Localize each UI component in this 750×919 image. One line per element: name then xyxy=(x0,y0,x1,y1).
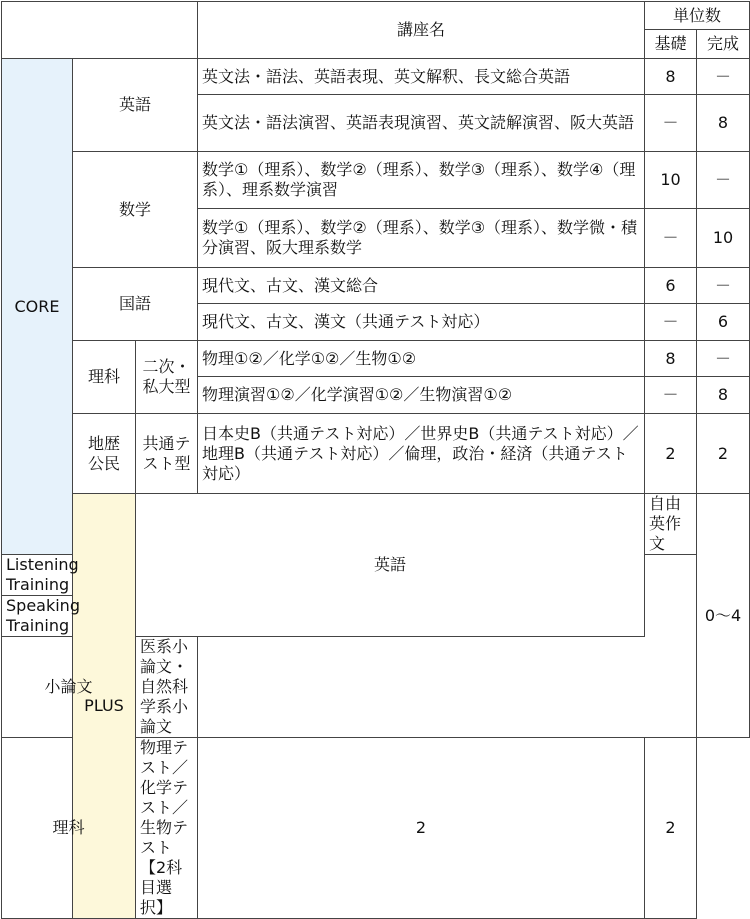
core-science-type: 二次・私大型 xyxy=(136,341,198,414)
basic-units: 2 xyxy=(198,738,645,919)
course-units-table xyxy=(1,1,750,919)
basic-units: 10 xyxy=(645,152,697,209)
header-row xyxy=(2,2,750,30)
basic-units: 2 xyxy=(645,414,697,494)
core-japanese-subject: 国語 xyxy=(73,268,198,341)
complete-units: 6 xyxy=(697,304,750,341)
core-science-subject: 理科 xyxy=(73,341,136,414)
complete-units: 8 xyxy=(697,95,750,152)
complete-units: － xyxy=(697,268,750,304)
plus-science-subject: 理科 xyxy=(2,738,136,919)
header-course-name: 講座名 xyxy=(198,2,645,59)
course-cell: 数学①（理系）、数学②（理系）、数学③（理系）、数学微・積分演習、阪大理系数学 xyxy=(198,209,645,268)
plus-label: PLUS xyxy=(73,494,136,919)
plus-essay-subject: 小論文 xyxy=(2,637,136,738)
table-row xyxy=(2,341,750,377)
course-cell: 数学①（理系）、数学②（理系）、数学③（理系）、数学④（理系）、理系数学演習 xyxy=(198,152,645,209)
course-cell: 現代文、古文、漢文（共通テスト対応） xyxy=(198,304,645,341)
basic-units: 6 xyxy=(645,268,697,304)
course-cell: 物理テスト／化学テスト／生物テスト【2科目選択】 xyxy=(136,738,198,919)
course-cell: 英文法・語法、英語表現、英文解釈、長文総合英語 xyxy=(198,59,645,95)
table-row xyxy=(2,494,750,555)
course-cell: 医系小論文・自然科学系小論文 xyxy=(136,637,198,738)
course-cell: 物理①②／化学①②／生物①② xyxy=(198,341,645,377)
course-cell: 物理演習①②／化学演習①②／生物演習①② xyxy=(198,377,645,414)
table-row xyxy=(2,738,750,919)
core-social-subject: 地歴公民 xyxy=(73,414,136,494)
complete-units: 2 xyxy=(697,414,750,494)
core-social-type: 共通テスト型 xyxy=(136,414,198,494)
header-blank xyxy=(2,2,198,59)
course-cell: Listening Training xyxy=(2,555,73,596)
basic-units: 8 xyxy=(645,59,697,95)
course-cell: Speaking Training xyxy=(2,596,73,637)
table-row xyxy=(2,268,750,304)
course-cell: 英文法・語法演習、英語表現演習、英文読解演習、阪大英語 xyxy=(198,95,645,152)
core-math-subject: 数学 xyxy=(73,152,198,268)
table-row xyxy=(2,152,750,209)
plus-english-subject: 英語 xyxy=(136,494,645,637)
complete-units: 2 xyxy=(645,738,697,919)
table-row xyxy=(2,637,750,738)
course-cell: 現代文、古文、漢文総合 xyxy=(198,268,645,304)
complete-units: 10 xyxy=(697,209,750,268)
complete-units: － xyxy=(697,59,750,95)
basic-units: － xyxy=(645,304,697,341)
complete-units: － xyxy=(697,152,750,209)
basic-units: 8 xyxy=(645,341,697,377)
basic-units: － xyxy=(645,377,697,414)
table-row xyxy=(2,414,750,494)
complete-units: 8 xyxy=(697,377,750,414)
header-complete: 完成 xyxy=(697,30,750,59)
core-english-subject: 英語 xyxy=(73,59,198,152)
course-cell: 日本史B（共通テスト対応）／世界史B（共通テスト対応）／地理B（共通テスト対応）／倫理，政治・経済（共通テスト対応） xyxy=(198,414,645,494)
basic-units: － xyxy=(645,95,697,152)
core-label: CORE xyxy=(2,59,73,555)
header-basic: 基礎 xyxy=(645,30,697,59)
course-cell: 自由英作文 xyxy=(645,494,697,555)
plus-shared-basic: 0～4 xyxy=(697,494,750,738)
header-units: 単位数 xyxy=(645,2,750,30)
basic-units: － xyxy=(645,209,697,268)
complete-units: － xyxy=(697,341,750,377)
table-row xyxy=(2,59,750,95)
